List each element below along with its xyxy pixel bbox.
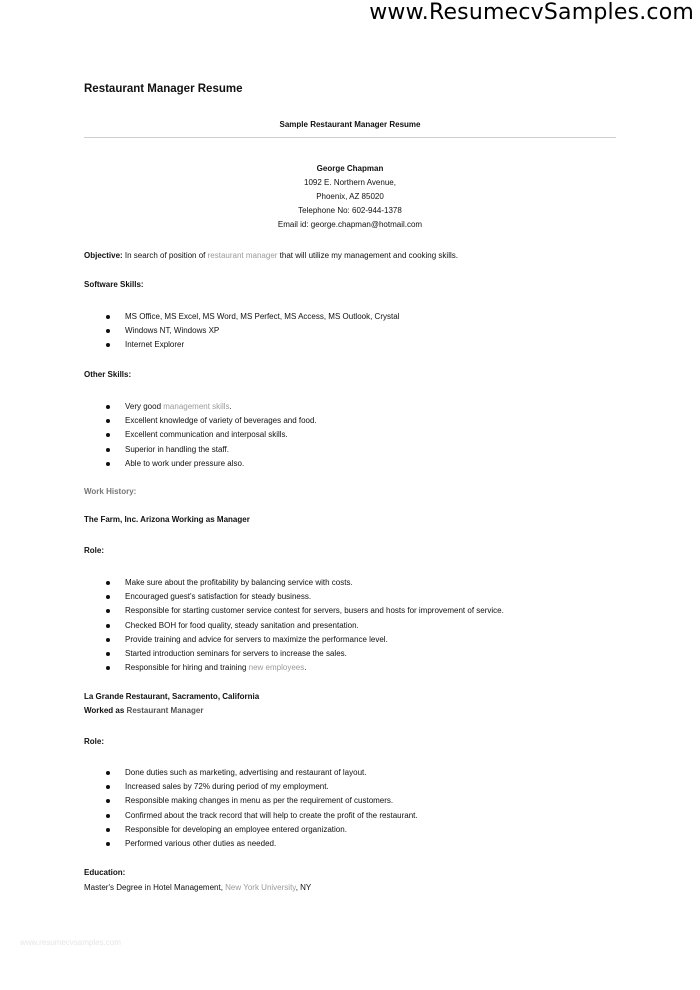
bullet-icon bbox=[106, 785, 110, 789]
objective-link[interactable]: restaurant manager bbox=[207, 251, 278, 260]
list-item: Superior in handling the staff. bbox=[106, 443, 317, 457]
list-item: Responsible making changes in menu as per the requirement of customers. bbox=[106, 794, 418, 808]
resume-title: Restaurant Manager Resume bbox=[84, 83, 243, 95]
restaurant-manager-link[interactable]: Restaurant Manager bbox=[126, 706, 204, 715]
bullet-icon bbox=[106, 448, 110, 452]
job1-role-label: Role: bbox=[84, 546, 104, 555]
list-item: Make sure about the profitability by balancing service with costs. bbox=[106, 576, 504, 590]
bullet-icon bbox=[106, 828, 110, 832]
list-item: Done duties such as marketing, advertising and restaurant of layout. bbox=[106, 766, 418, 780]
bullet-icon bbox=[106, 666, 110, 670]
list-item: Responsible for hiring and training new employees. bbox=[106, 661, 504, 675]
bullet-icon bbox=[106, 595, 110, 599]
bullet-icon bbox=[106, 433, 110, 437]
education-line: Master's Degree in Hotel Management, New York University, NY bbox=[84, 883, 312, 892]
subtitle-pre: Sample bbox=[279, 120, 311, 129]
contact-address-line2: Phoenix, AZ 85020 bbox=[316, 192, 384, 201]
objective-post: that will utilize my management and cooking skills. bbox=[277, 251, 458, 260]
bullet-icon bbox=[106, 799, 110, 803]
subtitle-link[interactable]: Restaurant Manager bbox=[310, 120, 388, 129]
bullet-icon bbox=[106, 771, 110, 775]
list-item: MS Office, MS Excel, MS Word, MS Perfect, MS Access, MS Outlook, Crystal bbox=[106, 310, 399, 324]
list-item: Confirmed about the track record that will help to create the profit of the restaurant. bbox=[106, 809, 418, 823]
list-item: Able to work under pressure also. bbox=[106, 457, 317, 471]
job1-role-list bbox=[106, 576, 504, 675]
list-item: Checked BOH for food quality, steady sanitation and presentation. bbox=[106, 619, 504, 633]
bullet-icon bbox=[106, 609, 110, 613]
list-item: Excellent knowledge of variety of beverages and food. bbox=[106, 414, 317, 428]
list-item: Windows NT, Windows XP bbox=[106, 324, 399, 338]
job2-title: La Grande Restaurant, Sacramento, California bbox=[84, 692, 260, 701]
contact-email: Email id: george.chapman@hotmail.com bbox=[277, 220, 423, 229]
bullet-icon bbox=[106, 462, 110, 466]
university-link[interactable]: New York University bbox=[225, 883, 296, 892]
list-item: Responsible for starting customer service contest for servers, busers and hosts for improvement of service. bbox=[106, 604, 504, 618]
job2-role-label: Role: bbox=[84, 737, 104, 746]
job2-role-list bbox=[106, 766, 418, 851]
list-item: Very good management skills. bbox=[106, 400, 317, 414]
list-item: Provide training and advice for servers to maximize the performance level. bbox=[106, 633, 504, 647]
contact-name: George Chapman bbox=[316, 164, 384, 173]
job1-title: The Farm, Inc. Arizona Working as Manager bbox=[84, 515, 250, 524]
list-item: Increased sales by 72% during period of my employment. bbox=[106, 780, 418, 794]
new-employees-link[interactable]: new employees bbox=[248, 663, 305, 673]
objective-label: Objective: bbox=[84, 251, 123, 260]
list-item: Started introduction seminars for servers to increase the sales. bbox=[106, 647, 504, 661]
bullet-icon bbox=[106, 652, 110, 656]
bullet-icon bbox=[106, 329, 110, 333]
list-item: Excellent communication and interposal skills. bbox=[106, 428, 317, 442]
contact-telephone: Telephone No: 602-944-1378 bbox=[298, 206, 402, 215]
list-item: Encouraged guest's satisfaction for steady business. bbox=[106, 590, 504, 604]
bullet-icon bbox=[106, 842, 110, 846]
bullet-icon bbox=[106, 343, 110, 347]
job2-worked-as: Worked as Restaurant Manager bbox=[84, 706, 204, 715]
work-history-heading: Work History: bbox=[84, 487, 137, 496]
education-heading: Education: bbox=[84, 868, 126, 877]
bullet-icon bbox=[106, 405, 110, 409]
subtitle-post: Resume bbox=[387, 120, 421, 129]
contact-block bbox=[0, 162, 700, 232]
list-item: Performed various other duties as needed. bbox=[106, 837, 418, 851]
bullet-icon bbox=[106, 315, 110, 319]
bullet-icon bbox=[106, 419, 110, 423]
other-skills-heading: Other Skills: bbox=[84, 370, 132, 379]
bullet-icon bbox=[106, 638, 110, 642]
other-skills-list bbox=[106, 400, 317, 471]
contact-address-line1: 1092 E. Northern Avenue, bbox=[304, 178, 396, 187]
site-watermark[interactable]: www.ResumecvSamples.com bbox=[369, 0, 694, 25]
management-skills-link[interactable]: management skills bbox=[163, 402, 230, 411]
list-item: Responsible for developing an employee entered organization. bbox=[106, 823, 418, 837]
objective-line bbox=[84, 249, 458, 263]
list-item: Internet Explorer bbox=[106, 338, 399, 352]
objective-pre: In search of position of bbox=[122, 251, 208, 260]
software-skills-list bbox=[106, 310, 399, 353]
header-divider bbox=[84, 137, 616, 138]
bullet-icon bbox=[106, 814, 110, 818]
software-skills-heading: Software Skills: bbox=[84, 280, 144, 289]
bullet-icon bbox=[106, 624, 110, 628]
resume-subtitle bbox=[0, 120, 700, 129]
bullet-icon bbox=[106, 581, 110, 585]
faint-footer-watermark: www.resumecvsamples.com bbox=[20, 938, 121, 947]
